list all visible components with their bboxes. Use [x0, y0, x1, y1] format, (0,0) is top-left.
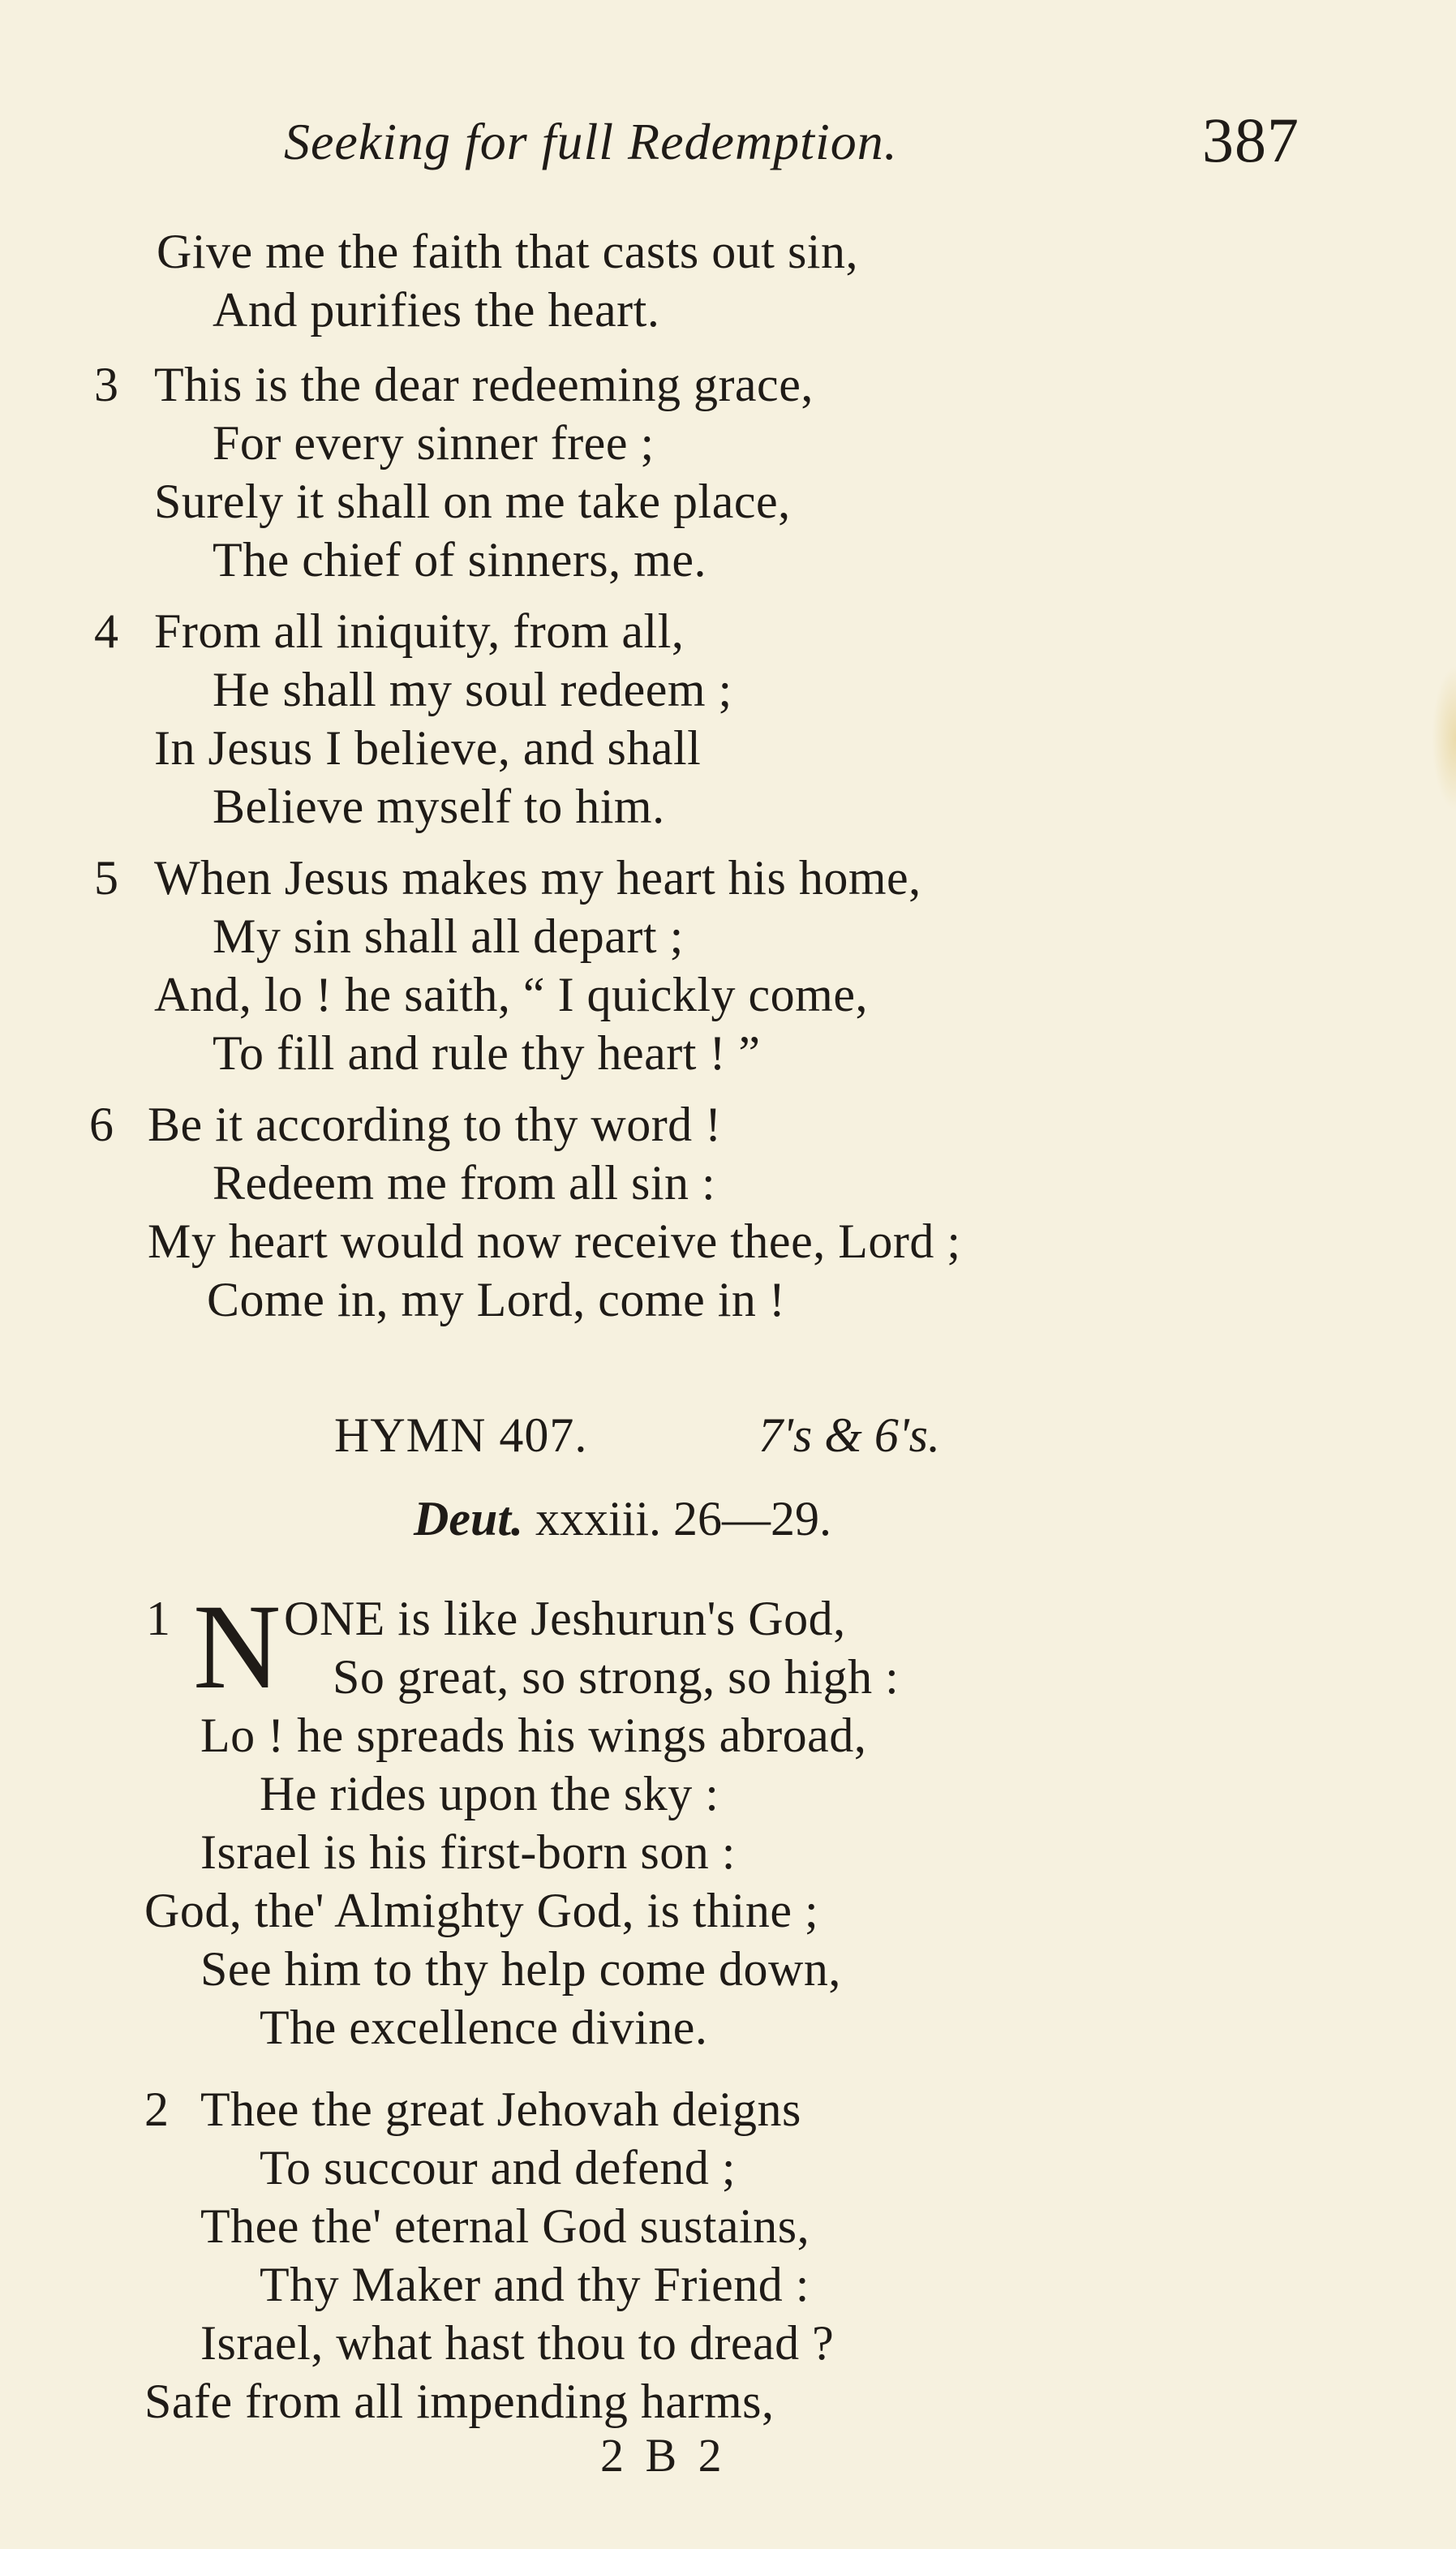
- verse-line: Surely it shall on me take place,: [154, 475, 791, 528]
- verse-line: God, the' Almighty God, is thine ;: [144, 1884, 819, 1937]
- verse-line: So great, so strong, so high :: [333, 1650, 900, 1704]
- verse-line: To succour and defend ;: [260, 2141, 737, 2194]
- verse-line: In Jesus I believe, and shall: [154, 721, 702, 775]
- verse-line: Thee the great Jehovah deigns: [200, 2083, 801, 2136]
- verse-line: From all iniquity, from all,: [154, 604, 685, 658]
- verse-number: 1: [146, 1592, 170, 1645]
- verse-line: When Jesus makes my heart his home,: [154, 851, 921, 905]
- verse-line: The chief of sinners, me.: [213, 533, 707, 587]
- hymn-title: HYMN 407.: [334, 1408, 588, 1462]
- verse-line: Israel, what hast thou to dread ?: [200, 2316, 835, 2370]
- scripture-reference: [414, 1491, 831, 1547]
- continuation-line: Give me the faith that casts out sin,: [157, 225, 858, 278]
- verse-line: Redeem me from all sin :: [213, 1156, 716, 1210]
- verse-line: Lo ! he spreads his wings abroad,: [200, 1709, 867, 1762]
- continuation-line: And purifies the heart.: [213, 283, 660, 337]
- verse-number: 6: [89, 1098, 114, 1151]
- verse-line: Thy Maker and thy Friend :: [260, 2258, 810, 2311]
- verse-line: He shall my soul redeem ;: [213, 663, 732, 716]
- scripture-chapter-verse: xxxiii. 26—29.: [535, 1492, 832, 1545]
- verse-line: This is the dear redeeming grace,: [154, 358, 814, 411]
- verse-line: Come in, my Lord, come in !: [207, 1273, 786, 1326]
- verse-line: Believe myself to him.: [213, 780, 665, 833]
- verse-line: For every sinner free ;: [213, 416, 655, 470]
- page-number: 387: [1202, 105, 1299, 175]
- verse-line: The excellence divine.: [260, 2001, 708, 2054]
- verse-line: My heart would now receive thee, Lord ;: [148, 1214, 961, 1268]
- hymn-meter: 7's & 6's.: [758, 1408, 941, 1462]
- verse-number: 2: [144, 2083, 169, 2136]
- running-title: Seeking for full Redemption.: [284, 113, 898, 170]
- signature-mark: 2 B 2: [600, 2429, 727, 2482]
- verse-number: 3: [94, 358, 118, 411]
- verse-line: Be it according to thy word !: [148, 1098, 722, 1151]
- verse-line: And, lo ! he saith, “ I quickly come,: [154, 968, 868, 1021]
- verse-line: Thee the' eternal God sustains,: [200, 2199, 810, 2253]
- verse-line: See him to thy help come down,: [200, 1942, 841, 1996]
- verse-number: 5: [94, 851, 118, 905]
- verse-line: ONE is like Jeshurun's God,: [284, 1592, 846, 1645]
- verse-line: He rides upon the sky :: [260, 1767, 719, 1820]
- verse-line: Israel is his first-born son :: [200, 1825, 736, 1879]
- scripture-book: Deut.: [414, 1492, 523, 1545]
- verse-line: To fill and rule thy heart ! ”: [213, 1026, 761, 1080]
- verse-line: Safe from all impending harms,: [144, 2375, 775, 2428]
- verse-number: 4: [94, 604, 118, 658]
- verse-line: My sin shall all depart ;: [213, 909, 684, 963]
- drop-cap: N: [193, 1580, 281, 1714]
- paper-stain: [1432, 665, 1456, 811]
